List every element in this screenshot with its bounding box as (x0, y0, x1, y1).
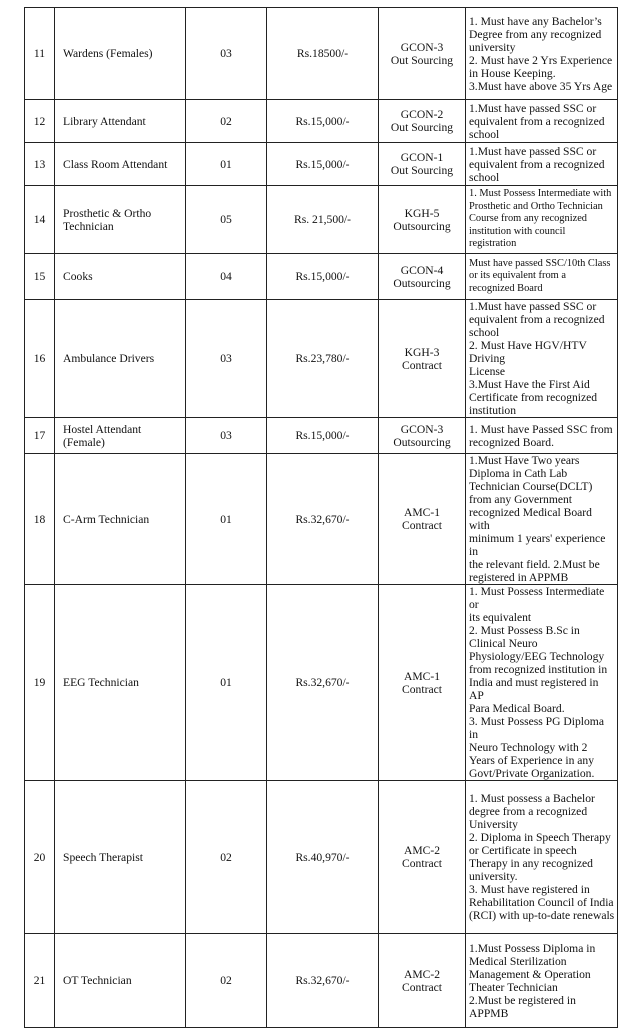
code-cell (379, 8, 466, 100)
engagement-mode: Outsourcing (393, 219, 451, 233)
engagement-mode: Outsourcing (393, 435, 451, 449)
qualification-line: Management & Operation (469, 967, 591, 981)
post-name-cell: Class Room Attendant (55, 143, 186, 186)
code-cell (379, 300, 466, 418)
post-code: GCON-3 (400, 422, 444, 436)
qualification-line: Physiology/EEG Technology (469, 650, 605, 663)
qualification-line: Diploma in Cath Lab (469, 467, 568, 480)
qualification-line: school (469, 127, 500, 141)
engagement-mode: Contract (402, 980, 442, 994)
engagement-mode: Out Sourcing (390, 164, 454, 177)
qualification-line: Rehabilitation Council of India (469, 896, 614, 909)
qualification-line: 2. Must Possess B.Sc in (469, 624, 580, 637)
qualification-line: Medical Sterilization (469, 954, 567, 968)
code-cell (379, 186, 466, 254)
post-name-cell: Wardens (Females) (55, 8, 186, 100)
table-row (25, 254, 618, 300)
table-row (25, 100, 618, 143)
pay-cell: Rs.15,000/- (267, 143, 379, 186)
vacancy-count-cell: 02 (186, 100, 267, 143)
qualification-line: 1.Must have passed SSC or (469, 300, 597, 313)
qualification-line: 3. Must have registered in (469, 883, 590, 896)
qualification-line: 1. Must possess a Bachelor (469, 792, 595, 805)
post-code: GCON-2 (400, 108, 444, 121)
post-name-cell: EEG Technician (55, 585, 186, 781)
qualification-line: equivalent from a recognized (469, 114, 605, 128)
qualification-cell (466, 254, 618, 300)
qualification-line: 2. Must Have HGV/HTV Driving (469, 339, 587, 365)
engagement-mode: Contract (402, 519, 442, 532)
recruitment-table (24, 7, 618, 1028)
qualification-line: 1. Must Possess Intermediate or (469, 585, 605, 611)
vacancy-count-cell: 01 (186, 454, 267, 585)
serial-number-cell: 21 (25, 934, 55, 1028)
table-row (25, 143, 618, 186)
code-cell (379, 934, 466, 1028)
serial-number-cell: 18 (25, 454, 55, 585)
code-cell (379, 585, 466, 781)
qualification-cell (466, 418, 618, 454)
qualification-line: institution with council (469, 225, 566, 237)
table-row (25, 300, 618, 418)
post-name-cell: Ambulance Drivers (55, 300, 186, 418)
post-name-cell: OT Technician (55, 934, 186, 1028)
pay-cell: Rs.32,670/- (267, 585, 379, 781)
qualification-line: 1. Must have any Bachelor’s (469, 14, 602, 28)
qualification-line: University (469, 818, 518, 831)
qualification-line: in House Keeping. (469, 66, 556, 80)
vacancy-count-cell: 02 (186, 934, 267, 1028)
post-name-cell: Speech Therapist (55, 781, 186, 934)
code-cell (379, 454, 466, 585)
qualification-cell (466, 781, 618, 934)
qualification-line: from any Government (469, 493, 573, 506)
table-row (25, 934, 618, 1028)
qualification-cell (466, 300, 618, 418)
qualification-cell (466, 8, 618, 100)
qualification-line: (RCI) with up-to-date renewals (469, 909, 615, 922)
pay-cell: Rs.15,000/- (267, 418, 379, 454)
engagement-mode: Contract (402, 358, 442, 372)
qualification-line: Neuro Technology with 2 (469, 741, 588, 754)
pay-cell: Rs.23,780/- (267, 300, 379, 418)
qualification-line: 1.Must have passed SSC or (469, 101, 597, 115)
qualification-line: recognized Medical Board with (469, 506, 592, 532)
qualification-line: Must have passed SSC/10th Class (469, 257, 611, 269)
qualification-line: License (469, 365, 506, 378)
qualification-line: India and must registered in AP (469, 676, 599, 702)
post-code: GCON-3 (400, 40, 444, 54)
table-row (25, 454, 618, 585)
qualification-line: university. (469, 870, 518, 883)
serial-number-cell: 11 (25, 8, 55, 100)
post-code: AMC-2 (403, 844, 441, 857)
pay-cell: Rs. 21,500/- (267, 186, 379, 254)
vacancy-count-cell: 03 (186, 418, 267, 454)
post-code: GCON-4 (400, 263, 444, 277)
engagement-mode: Out Sourcing (390, 53, 454, 67)
vacancy-count-cell: 01 (186, 585, 267, 781)
qualification-line: 2. Diploma in Speech Therapy (469, 831, 611, 844)
post-name-cell: Library Attendant (55, 100, 186, 143)
post-code: KGH-3 (404, 345, 440, 359)
vacancy-count-cell: 03 (186, 8, 267, 100)
engagement-mode: Contract (402, 682, 442, 696)
qualification-line: Certificate from recognized (469, 391, 598, 404)
post-name-cell: Cooks (55, 254, 186, 300)
qualification-line: Years of Experience in any (469, 754, 595, 767)
vacancy-count-cell: 02 (186, 781, 267, 934)
post-code: GCON-1 (400, 151, 444, 164)
qualification-line: 3.Must have above 35 Yrs Age (469, 79, 613, 93)
qualification-line: 2.Must be registered in (469, 993, 576, 1007)
code-cell (379, 100, 466, 143)
qualification-line: university (469, 40, 516, 54)
qualification-line: registered in APPMB (469, 571, 569, 584)
serial-number-cell: 13 (25, 143, 55, 186)
serial-number-cell: 17 (25, 418, 55, 454)
qualification-line: Govt/Private Organization. (469, 767, 595, 780)
qualification-line: 3.Must Have the First Aid (469, 378, 590, 391)
pay-cell: Rs.18500/- (267, 8, 379, 100)
qualification-line: school (469, 326, 500, 339)
serial-number-cell: 19 (25, 585, 55, 781)
table-row (25, 186, 618, 254)
qualification-line: Clinical Neuro (469, 637, 538, 650)
table-row (25, 585, 618, 781)
serial-number-cell: 14 (25, 186, 55, 254)
qualification-line: recognized Board. (469, 435, 554, 449)
qualification-line: 1. Must Possess Intermediate with (469, 188, 612, 200)
vacancy-count-cell: 01 (186, 143, 267, 186)
serial-number-cell: 16 (25, 300, 55, 418)
vacancy-count-cell: 04 (186, 254, 267, 300)
pay-cell: Rs.40,970/- (267, 781, 379, 934)
qualification-line: institution (469, 404, 517, 417)
qualification-line: equivalent from a recognized (469, 313, 605, 326)
qualification-line: 2. Must have 2 Yrs Experience (469, 53, 613, 67)
pay-cell: Rs.15,000/- (267, 254, 379, 300)
post-code: AMC-1 (403, 506, 441, 519)
code-cell (379, 781, 466, 934)
qualification-line: Degree from any recognized (469, 27, 602, 41)
post-code: KGH-5 (404, 206, 440, 220)
table-row (25, 418, 618, 454)
qualification-line: Therapy in any recognized (469, 857, 593, 870)
qualification-line: from recognized institution in (469, 663, 608, 676)
qualification-cell (466, 934, 618, 1028)
qualification-cell (466, 100, 618, 143)
post-name-cell: Hostel Attendant (Female) (55, 418, 186, 454)
qualification-cell (466, 454, 618, 585)
table-row (25, 8, 618, 100)
post-code: AMC-1 (403, 669, 441, 683)
qualification-line: Technician Course(DCLT) (469, 480, 593, 493)
vacancy-count-cell: 05 (186, 186, 267, 254)
post-name-cell: C-Arm Technician (55, 454, 186, 585)
serial-number-cell: 12 (25, 100, 55, 143)
qualification-line: 1.Must Possess Diploma in (469, 941, 596, 955)
code-cell (379, 143, 466, 186)
table-row (25, 781, 618, 934)
table-body (25, 8, 618, 1028)
qualification-line: degree from a recognized (469, 805, 588, 818)
qualification-line: recognized Board (469, 282, 543, 294)
qualification-line: Theater Technician (469, 980, 558, 994)
qualification-cell (466, 585, 618, 781)
qualification-cell (466, 186, 618, 254)
qualification-line: its equivalent (469, 611, 532, 624)
qualification-line: or Certificate in speech (469, 844, 577, 857)
qualification-line: Course from any recognized (469, 213, 588, 225)
qualification-line: Prosthetic and Ortho Technician (469, 200, 603, 212)
qualification-line: 1. Must have Passed SSC from (469, 422, 613, 436)
qualification-line: or its equivalent from a (469, 270, 566, 282)
qualification-line: minimum 1 years' experience in (469, 532, 606, 558)
qualification-line: Para Medical Board. (469, 702, 565, 715)
vacancy-count-cell: 03 (186, 300, 267, 418)
code-cell (379, 254, 466, 300)
qualification-cell (466, 143, 618, 186)
engagement-mode: Out Sourcing (390, 121, 454, 134)
qualification-line: 1.Must have passed SSC or (469, 144, 597, 158)
qualification-line: the relevant field. 2.Must be (469, 558, 600, 571)
engagement-mode: Outsourcing (393, 276, 451, 290)
pay-cell: Rs.32,670/- (267, 454, 379, 585)
qualification-line: equivalent from a recognized (469, 157, 605, 171)
code-cell (379, 418, 466, 454)
pay-cell: Rs.32,670/- (267, 934, 379, 1028)
qualification-line: registration (469, 238, 517, 250)
qualification-line: 1.Must Have Two years (469, 454, 580, 467)
pay-cell: Rs.15,000/- (267, 100, 379, 143)
post-name-cell: Prosthetic & Ortho Technician (55, 186, 186, 254)
qualification-line: APPMB (469, 1006, 509, 1020)
qualification-line: school (469, 170, 500, 184)
post-code: AMC-2 (403, 967, 441, 981)
engagement-mode: Contract (402, 857, 442, 870)
serial-number-cell: 15 (25, 254, 55, 300)
qualification-line: 3. Must Possess PG Diploma in (469, 715, 604, 741)
serial-number-cell: 20 (25, 781, 55, 934)
